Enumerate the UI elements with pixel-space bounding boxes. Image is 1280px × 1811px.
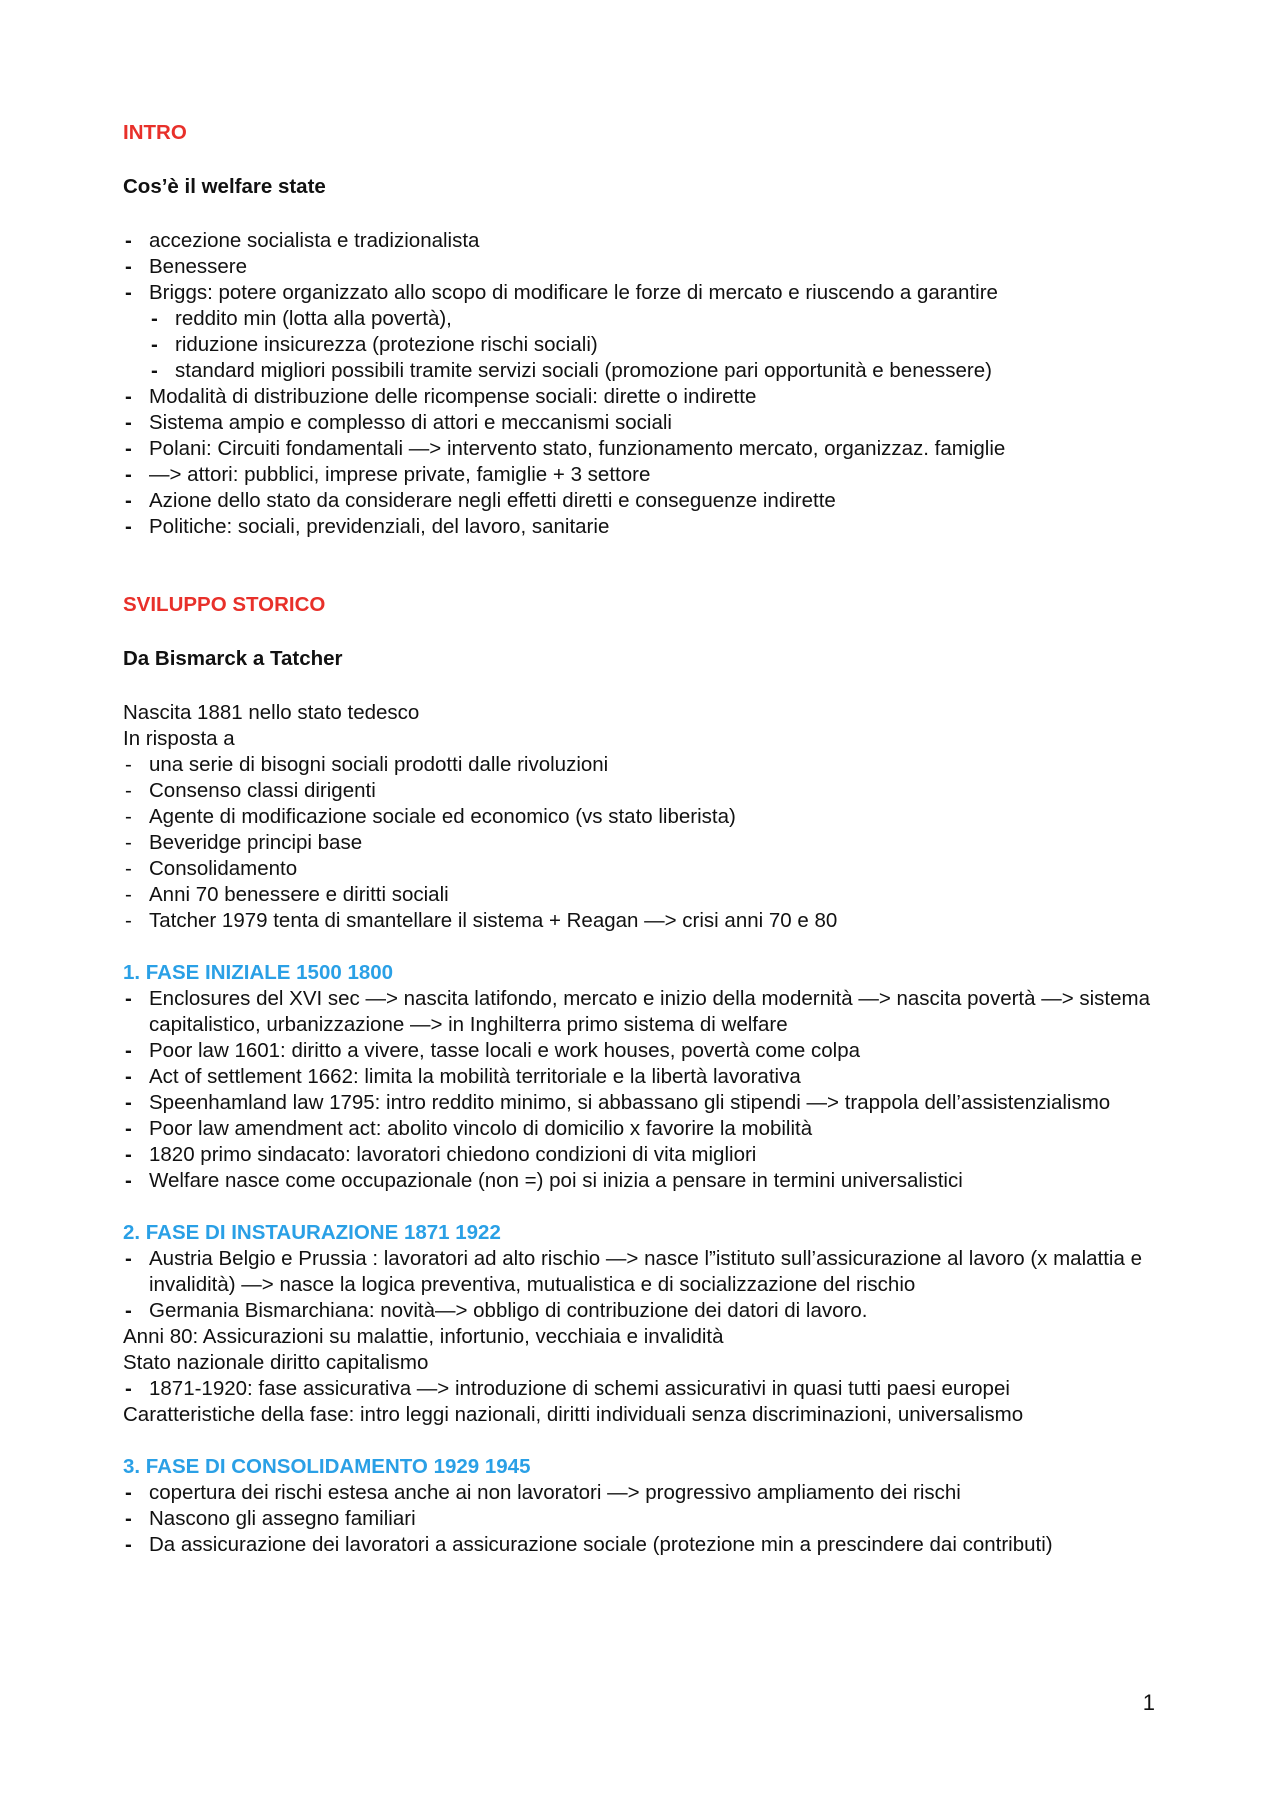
list-item: - Tatcher 1979 tenta di smantellare il sistema + Reagan —> crisi anni 70 e 80 bbox=[123, 908, 1168, 934]
list-item: - —> attori: pubblici, imprese private, famiglie + 3 settore bbox=[123, 462, 1168, 488]
list-item: - reddito min (lotta alla povertà), bbox=[149, 306, 1168, 332]
sviluppo-heading: SVILUPPO STORICO bbox=[123, 593, 326, 616]
list-item: - Benessere bbox=[123, 254, 1168, 280]
paragraph-line: Caratteristiche della fase: intro leggi nazionali, diritti individuali senza discriminazioni, universalismo bbox=[123, 1403, 1024, 1426]
list-item: - Speenhamland law 1795: intro reddito minimo, si abbassano gli stipendi —> trappola dell’assistenzialismo bbox=[123, 1090, 1168, 1116]
list-item: - 1820 primo sindacato: lavoratori chiedono condizioni di vita migliori bbox=[123, 1142, 1168, 1168]
list-item: - Beveridge principi base bbox=[123, 830, 1168, 856]
list-item: - Poor law 1601: diritto a vivere, tasse locali e work houses, povertà come colpa bbox=[123, 1038, 1168, 1064]
list-item: - copertura dei rischi estesa anche ai non lavoratori —> progressivo ampliamento dei rischi bbox=[123, 1480, 1168, 1506]
list-item: - Act of settlement 1662: limita la mobilità territoriale e la libertà lavorativa bbox=[123, 1064, 1168, 1090]
list-item: - 1871-1920: fase assicurativa —> introduzione di schemi assicurativi in quasi tutti paesi europei bbox=[123, 1376, 1168, 1402]
paragraph-line: In risposta a bbox=[123, 727, 235, 750]
list-item: - Welfare nasce come occupazionale (non =) poi si inizia a pensare in termini universalistici bbox=[123, 1168, 1168, 1194]
intro-subheading: Cos’è il welfare state bbox=[123, 175, 326, 198]
fase1-list bbox=[123, 986, 1168, 1194]
list-item: - Agente di modificazione sociale ed economico (vs stato liberista) bbox=[123, 804, 1168, 830]
fase3-list bbox=[123, 1480, 1168, 1558]
list-item bbox=[123, 280, 1168, 384]
list-item: - riduzione insicurezza (protezione rischi sociali) bbox=[149, 332, 1168, 358]
briggs-item-text: Briggs: potere organizzato allo scopo di modificare le forze di mercato e riuscendo a garantire bbox=[149, 281, 998, 304]
paragraph-line: Nascita 1881 nello stato tedesco bbox=[123, 701, 420, 724]
list-item: - Sistema ampio e complesso di attori e meccanismi sociali bbox=[123, 410, 1168, 436]
list-item: - Consenso classi dirigenti bbox=[123, 778, 1168, 804]
list-item: - accezione socialista e tradizionalista bbox=[123, 228, 1168, 254]
fase2-heading: 2. FASE DI INSTAURAZIONE 1871 1922 bbox=[123, 1221, 501, 1244]
fase2-list bbox=[123, 1246, 1168, 1324]
fase1-heading: 1. FASE INIZIALE 1500 1800 bbox=[123, 961, 394, 984]
list-item: - Consolidamento bbox=[123, 856, 1168, 882]
list-item: - Anni 70 benessere e diritti sociali bbox=[123, 882, 1168, 908]
list-item: - una serie di bisogni sociali prodotti dalle rivoluzioni bbox=[123, 752, 1168, 778]
list-item: - standard migliori possibili tramite servizi sociali (promozione pari opportunità e benessere) bbox=[149, 358, 1168, 384]
list-item: - Germania Bismarchiana: novità—> obbligo di contribuzione dei datori di lavoro. bbox=[123, 1298, 1168, 1324]
page-number: 1 bbox=[1142, 1690, 1155, 1715]
intro-heading: INTRO bbox=[123, 121, 187, 144]
sviluppo-subheading: Da Bismarck a Tatcher bbox=[123, 647, 343, 670]
fase2-list-2 bbox=[123, 1376, 1168, 1402]
list-item: - Austria Belgio e Prussia : lavoratori ad alto rischio —> nasce l”istituto sull’assicurazione al lavoro (x malattia e invalidità) —> nasce la logica preventiva, mutualistica e di socializzazione del rischio bbox=[123, 1246, 1168, 1298]
sviluppo-list bbox=[123, 752, 1168, 934]
briggs-sublist bbox=[149, 306, 1168, 384]
paragraph-line: Stato nazionale diritto capitalismo bbox=[123, 1351, 429, 1374]
list-item: - Politiche: sociali, previdenziali, del lavoro, sanitarie bbox=[123, 514, 1168, 540]
intro-list bbox=[123, 228, 1168, 540]
list-item: - Azione dello stato da considerare negli effetti diretti e conseguenze indirette bbox=[123, 488, 1168, 514]
list-item: - Nascono gli assegno familiari bbox=[123, 1506, 1168, 1532]
list-item: - Poor law amendment act: abolito vincolo di domicilio x favorire la mobilità bbox=[123, 1116, 1168, 1142]
document-body bbox=[123, 120, 1168, 1558]
list-item: - Da assicurazione dei lavoratori a assicurazione sociale (protezione min a prescindere dai contributi) bbox=[123, 1532, 1168, 1558]
list-item: - Polani: Circuiti fondamentali —> intervento stato, funzionamento mercato, organizzaz. famiglie bbox=[123, 436, 1168, 462]
list-item: - Enclosures del XVI sec —> nascita latifondo, mercato e inizio della modernità —> nascita povertà —> sistema capitalistico, urbanizzazione —> in Inghilterra primo sistema di welfare bbox=[123, 986, 1168, 1038]
list-item: - Modalità di distribuzione delle ricompense sociali: dirette o indirette bbox=[123, 384, 1168, 410]
fase3-heading: 3. FASE DI CONSOLIDAMENTO 1929 1945 bbox=[123, 1455, 531, 1478]
paragraph-line: Anni 80: Assicurazioni su malattie, infortunio, vecchiaia e invalidità bbox=[123, 1325, 724, 1348]
